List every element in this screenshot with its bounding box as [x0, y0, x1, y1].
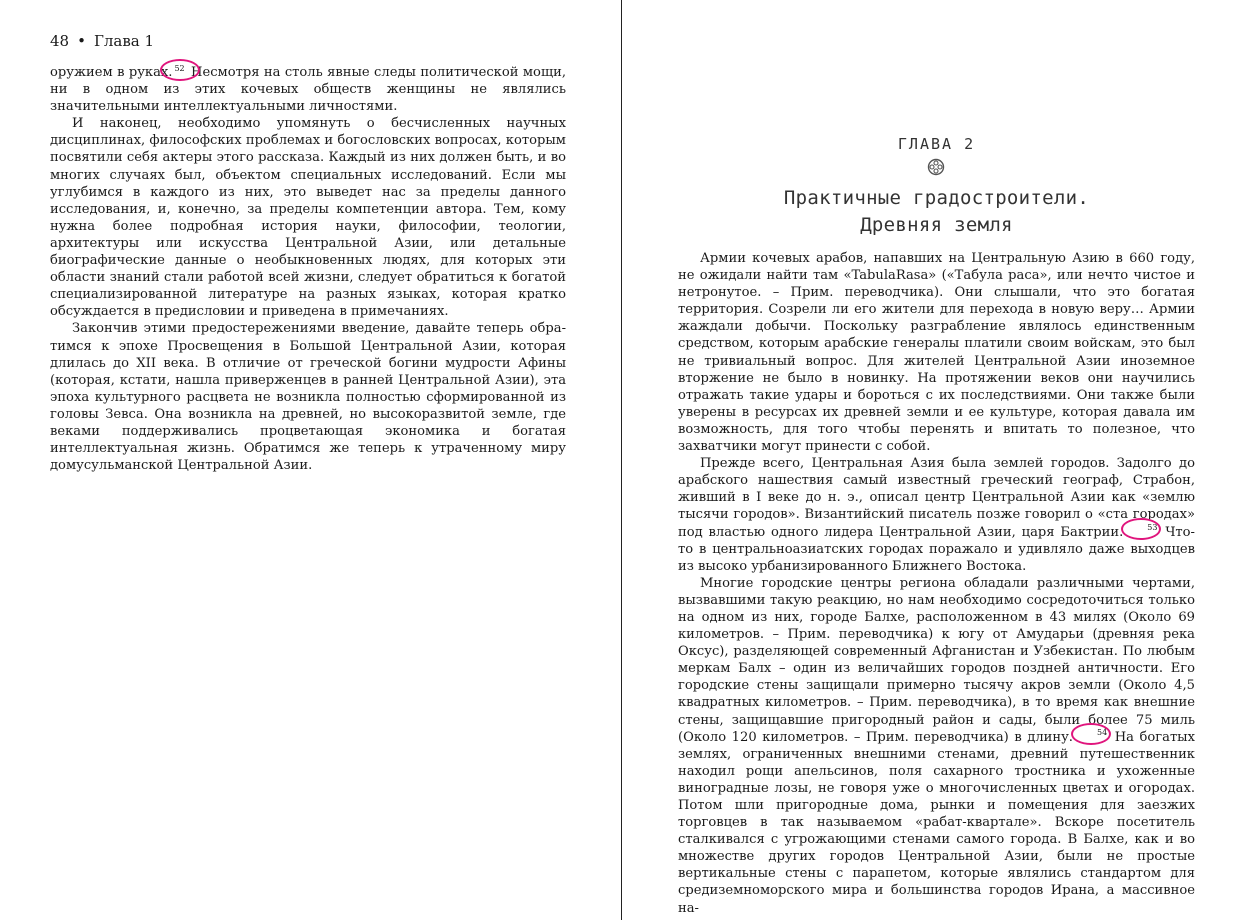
- paragraph-text: Многие городские центры региона обладали различными чертами, вызвавшими такую реакцию, но нам необходимо сосредоточиться только на одном из них, городе Балхе, расположенном в 43 милях (Около 69 километров. – Прим. переводчика) к югу от Амударьи (древняя река Оксус), разделяющей современный Афганистан и Узбекистан. По любым меркам Балх – один из величайших городов поздней античности. Его городские стены защищали примерно тысячу акров земли (Около 4,5 квадратных километров. – Прим. переводчика), в то время как внешние стены, защищавшие пригородный район и сады, были более 75 миль (Около 120 километров. – Прим. переводчика) в длину.: [678, 575, 1195, 745]
- paragraph-text: На богатых землях, ограниченных внешними стенами, древний путешественник находил рощи апельсинов, поля сахарного тростника и ухоженные виноградные лозы, не говоря уже о многочисленных цветах и огородах. Потом шли пригородные дома, рынки и помещения для заезжих торговцев в так называемом «рабат-квартале». Вскоре посетитель сталкивался с угрожающими стенами самого города. В Балхе, как и во множестве других городов Центральной Азии, были не простые вертикальные стены с парапетом, которые являлись стандартом для средиземноморского мира и большинства городов Ирана, а массивное на-: [678, 729, 1195, 916]
- paragraph: Закончив этими предостережениями введение, давайте теперь обратимся к эпохе Просвещения в Большой Центральной Азии, которая длилась до XII века. В отличие от греческой богини мудрости Афины (которая, кстати, нашла приверженцев в ранней Центральной Азии), эта эпоха культурного расцвета не возникла полностью сформированной из головы Зевса. Она возникла на древней, но высокоразвитой земле, где веками поддерживались процветающая экономика и богатая интеллектуальная жизнь. Обратимся же теперь к утраченному миру домусульманской Центральной Азии.: [50, 321, 566, 474]
- footnote-number: 54: [1096, 728, 1108, 738]
- paragraph: [678, 455, 1195, 575]
- chapter-running-title: Глава 1: [93, 32, 155, 50]
- paragraph: И наконец, необходимо упомянуть о бесчисленных научных дисциплинах, философских проблемах и богословских вопросах, которым посвятили себя актеры этого рассказа. Каждый из них должен быть, и во многих случаях был, объектом специальных исследований. Если мы углубимся в каждого из них, это выведет нас за пределы данного исследования, и, конечно, за пределы компетенции автора. Тем, кому нужна более подробная история науки, философии, теологии, архитектуры или искусства Центральной Азии, или детальные биографические данные о необыкновенных людях, для которых эти области знаний стали работой всей жизни, следует обратиться к богатой специализированной литературе на разных языках, которая кратко обсуждается в предисловии и приведена в примечаниях.: [50, 116, 566, 320]
- chapter-title-line-2: Древняя земля: [860, 214, 1013, 236]
- running-head: [50, 31, 154, 51]
- paragraph-text: Несмотря на столь явные следы политической мощи, ни в одном из этих кочевых обществ женщины не являлись значительными интеллектуальными личностями.: [50, 65, 567, 115]
- chapter-title-line-1: Практичные градостроители.: [783, 187, 1090, 209]
- right-body-text: [678, 250, 1195, 917]
- footnote-number: 52: [174, 63, 185, 73]
- paragraph: [50, 64, 566, 115]
- chapter-number: ГЛАВА 2: [897, 135, 976, 153]
- bullet-separator: •: [77, 32, 86, 50]
- chapter-title: [678, 185, 1195, 239]
- paragraph-text: Прежде всего, Центральная Азия была землей городов. Задолго до арабского нашествия самый известный греческий географ, Страбон, живший в I веке до н. э., описал центр Центральной Азии как «землю тысячи городов». Византийский писатель позже говорил о «ста городах» под властью одного лидера Центральной Азии, царя Бактрии.: [678, 456, 1195, 540]
- page-number: 48: [50, 32, 70, 50]
- ornament-icon: [927, 158, 945, 176]
- paragraph: [678, 575, 1195, 917]
- paragraph-text: Что-то в центральноазиатских городах поражало и удивляло даже выходцев из высоко урбанизированного Ближнего Востока.: [678, 524, 1195, 574]
- paragraph-text: оружием в руках.: [50, 65, 173, 80]
- book-spine-divider: [621, 0, 622, 920]
- left-body-text: [50, 64, 566, 474]
- footnote-number: 53: [1147, 523, 1158, 533]
- paragraph: Армии кочевых арабов, напавших на Центральную Азию в 660 году, не ожидали найти там «TabulaRasa» («Табула раса», или нечто чистое и нетронутое. – Прим. переводчика). Они слышали, что это богатая территория. Созрели ли его жители для перехода в новую веру… Армии жаждали добычи. Поскольку разграбление являлось единственным средством, которым арабские генералы платили своим войскам, это был не тривиальный вопрос. Для жителей Центральной Азии иноземное вторжение не было в новинку. На протяжении веков они научились отражать такие удары и бороться с их последствиями. Они также были уверены в ресурсах их древней земли и ее культуре, которая давала им возможность, для того чтобы перенять и впитать то полезное, что захватчики могут принести с собой.: [678, 251, 1195, 455]
